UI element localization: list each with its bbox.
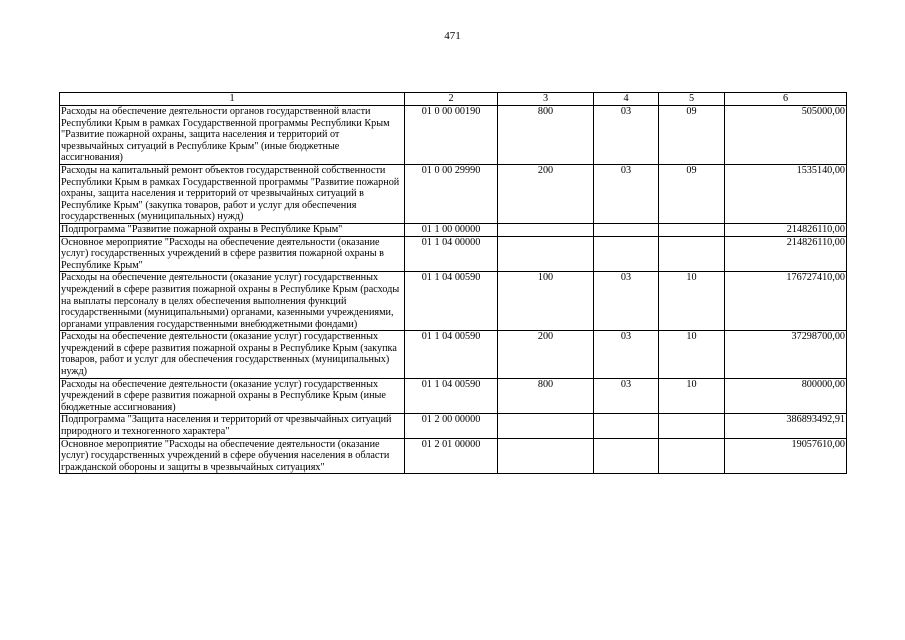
- row-pr: [659, 438, 725, 474]
- row-vr: 100: [498, 272, 594, 331]
- row-pr: [659, 223, 725, 236]
- page-number: 471: [444, 30, 461, 42]
- row-amount: 19057610,00: [725, 438, 847, 474]
- row-code: 01 0 00 29990: [405, 164, 498, 223]
- header-cell-amount: 6: [725, 93, 847, 106]
- row-vr: [498, 438, 594, 474]
- header-cell-code: 2: [405, 93, 498, 106]
- row-vr: 200: [498, 331, 594, 378]
- table-row: [60, 378, 847, 414]
- row-pr: 09: [659, 106, 725, 165]
- row-rz: 03: [594, 272, 659, 331]
- table-row: [60, 438, 847, 474]
- row-pr: 09: [659, 164, 725, 223]
- table-row: [60, 272, 847, 331]
- header-cell-name: 1: [60, 93, 405, 106]
- row-name: Подпрограмма "Развитие пожарной охраны в Республике Крым": [60, 223, 405, 236]
- table-row: [60, 331, 847, 378]
- row-vr: 800: [498, 106, 594, 165]
- row-rz: [594, 438, 659, 474]
- row-vr: [498, 236, 594, 272]
- row-amount: 214826110,00: [725, 223, 847, 236]
- row-pr: 10: [659, 378, 725, 414]
- table-row: [60, 164, 847, 223]
- table-row: [60, 236, 847, 272]
- row-code: 01 1 04 00000: [405, 236, 498, 272]
- row-amount: 214826110,00: [725, 236, 847, 272]
- row-vr: 800: [498, 378, 594, 414]
- row-rz: 03: [594, 164, 659, 223]
- row-name: Подпрограмма "Защита населения и территорий от чрезвычайных ситуаций природного и техногенного характера": [60, 414, 405, 438]
- row-amount: 386893492,91: [725, 414, 847, 438]
- row-name: Расходы на капитальный ремонт объектов государственной собственности Республики Крым в рамках Государственной программы "Развитие пожарной охраны, защита населения и территорий от чрезвычайных ситуаций в Республике Крым" (закупка товаров, работ и услуг для обеспечения государственных (муниципальных) нужд): [60, 164, 405, 223]
- row-code: 01 2 00 00000: [405, 414, 498, 438]
- row-name: Основное мероприятие "Расходы на обеспечение деятельности (оказание услуг) государственных учреждений в сфере развития пожарной охраны в Республике Крым": [60, 236, 405, 272]
- header-row: [60, 93, 847, 106]
- table-row: [60, 223, 847, 236]
- row-name: Расходы на обеспечение деятельности (оказание услуг) государственных учреждений в сфере развития пожарной охраны в Республике Крым (расходы на выплаты персоналу в целях обеспечения выполнения функций государственными (муниципальными) органами, казенными учреждениями, органами управления государственными внебюджетными фондами): [60, 272, 405, 331]
- header-cell-rz: 4: [594, 93, 659, 106]
- row-rz: [594, 223, 659, 236]
- budget-table: [59, 92, 847, 474]
- table-row: [60, 106, 847, 165]
- row-rz: 03: [594, 378, 659, 414]
- row-code: 01 1 04 00590: [405, 272, 498, 331]
- row-rz: [594, 414, 659, 438]
- header-cell-vr: 3: [498, 93, 594, 106]
- row-rz: 03: [594, 331, 659, 378]
- row-vr: 200: [498, 164, 594, 223]
- row-rz: [594, 236, 659, 272]
- row-amount: 1535140,00: [725, 164, 847, 223]
- row-pr: 10: [659, 272, 725, 331]
- row-amount: 505000,00: [725, 106, 847, 165]
- row-name: Основное мероприятие "Расходы на обеспечение деятельности (оказание услуг) государственных учреждений в сфере обучения населения в области гражданской обороны и защиты в чрезвычайных ситуациях": [60, 438, 405, 474]
- row-rz: 03: [594, 106, 659, 165]
- row-name: Расходы на обеспечение деятельности органов государственной власти Республики Крым в рамках Государственной программы Республики Крым "Развитие пожарной охраны, защита населения и территорий от чрезвычайных ситуаций в Республике Крым" (иные бюджетные ассигнования): [60, 106, 405, 165]
- row-amount: 176727410,00: [725, 272, 847, 331]
- row-amount: 37298700,00: [725, 331, 847, 378]
- row-pr: 10: [659, 331, 725, 378]
- row-code: 01 1 04 00590: [405, 378, 498, 414]
- row-pr: [659, 236, 725, 272]
- row-name: Расходы на обеспечение деятельности (оказание услуг) государственных учреждений в сфере развития пожарной охраны в Республике Крым (иные бюджетные ассигнования): [60, 378, 405, 414]
- header-cell-pr: 5: [659, 93, 725, 106]
- table-row: [60, 414, 847, 438]
- row-code: 01 1 00 00000: [405, 223, 498, 236]
- row-code: 01 2 01 00000: [405, 438, 498, 474]
- row-code: 01 0 00 00190: [405, 106, 498, 165]
- row-amount: 800000,00: [725, 378, 847, 414]
- row-pr: [659, 414, 725, 438]
- row-code: 01 1 04 00590: [405, 331, 498, 378]
- row-name: Расходы на обеспечение деятельности (оказание услуг) государственных учреждений в сфере развития пожарной охраны в Республике Крым (закупка товаров, работ и услуг для обеспечения государственных (муниципальных) нужд): [60, 331, 405, 378]
- row-vr: [498, 223, 594, 236]
- row-vr: [498, 414, 594, 438]
